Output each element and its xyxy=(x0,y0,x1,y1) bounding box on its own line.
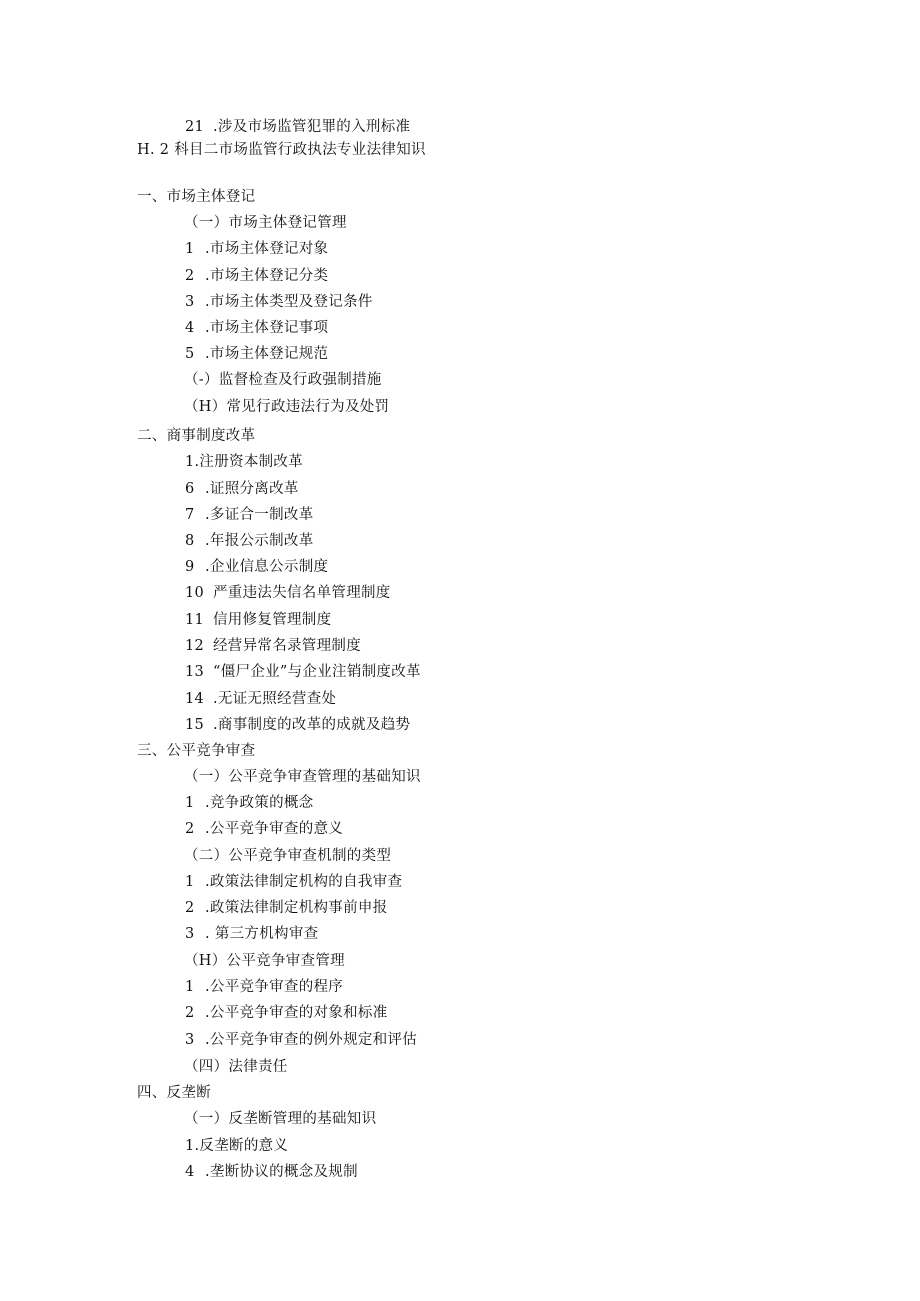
item-text: H. 2 科目二市场监管行政执法专业法律知识 xyxy=(137,142,426,158)
section-heading xyxy=(137,141,426,159)
subsection-heading xyxy=(184,1110,376,1128)
item-text: 严重违法失信名单管理制度 xyxy=(213,585,391,601)
item-text: .市场主体登记对象 xyxy=(205,241,329,257)
item-number: 9 xyxy=(185,559,195,575)
outline-item xyxy=(185,453,303,471)
item-text: 信用修复管理制度 xyxy=(213,612,332,628)
subsection-heading xyxy=(184,398,389,416)
item-number: 14 xyxy=(185,691,205,707)
outline-item xyxy=(185,506,314,524)
item-number: 12 xyxy=(185,638,205,654)
item-number: 3 xyxy=(185,294,195,310)
subsection-heading xyxy=(184,952,345,970)
outline-item xyxy=(185,873,402,891)
outline-item xyxy=(185,319,328,337)
outline-item xyxy=(185,794,314,812)
item-text: 经营异常名录管理制度 xyxy=(213,638,361,654)
item-number: 4 xyxy=(185,320,195,336)
item-text: .多证合一制改革 xyxy=(205,507,314,523)
outline-item xyxy=(185,584,391,602)
outline-item xyxy=(185,1163,358,1181)
outline-item xyxy=(185,925,318,943)
outline-item xyxy=(185,690,336,708)
outline-item xyxy=(185,716,410,734)
item-text: （一）公平竞争审查管理的基础知识 xyxy=(184,769,421,785)
section-heading xyxy=(137,742,255,760)
item-text: （二）公平竞争审查机制的类型 xyxy=(184,848,392,864)
item-number: 10 xyxy=(185,585,205,601)
item-number: 7 xyxy=(185,507,195,523)
item-number: 21 xyxy=(185,119,205,135)
item-text: 二、商事制度改革 xyxy=(137,428,256,444)
section-heading xyxy=(137,1084,211,1102)
item-number: 1 xyxy=(185,979,195,995)
item-text: .公平竞争审查的例外规定和评估 xyxy=(205,1032,418,1048)
item-number: 13 xyxy=(185,664,205,680)
item-number: 6 xyxy=(185,481,195,497)
outline-item xyxy=(185,1031,417,1049)
item-text: .市场主体登记事项 xyxy=(205,320,329,336)
item-text: .市场主体类型及登记条件 xyxy=(205,294,373,310)
item-text: 1.反垄断的意义 xyxy=(185,1138,289,1154)
item-text: . 第三方机构审查 xyxy=(205,926,319,942)
item-text: “僵尸企业”与企业注销制度改革 xyxy=(213,664,421,680)
outline-item xyxy=(185,1004,388,1022)
subsection-heading xyxy=(184,214,347,232)
outline-item xyxy=(185,558,328,576)
outline-item xyxy=(185,899,388,917)
outline-item xyxy=(185,480,299,498)
item-number: 2 xyxy=(185,268,195,284)
outline-item xyxy=(185,611,331,629)
item-number: 11 xyxy=(185,612,205,628)
item-text: .公平竞争审查的程序 xyxy=(205,979,344,995)
item-text: .企业信息公示制度 xyxy=(205,559,329,575)
item-number: 8 xyxy=(185,533,195,549)
outline-item xyxy=(185,267,328,285)
outline-item xyxy=(185,1137,288,1155)
item-text: .竞争政策的概念 xyxy=(205,795,314,811)
section-heading xyxy=(137,188,255,206)
item-number: 2 xyxy=(185,821,195,837)
item-text: .政策法律制定机构事前申报 xyxy=(205,900,388,916)
item-number: 3 xyxy=(185,926,195,942)
item-text: .商事制度的改革的成就及趋势 xyxy=(213,717,411,733)
item-text: （一）反垄断管理的基础知识 xyxy=(184,1111,377,1127)
item-number: 2 xyxy=(185,1005,195,1021)
item-text: （H）常见行政违法行为及处罚 xyxy=(184,399,390,415)
subsection-heading xyxy=(184,847,391,865)
item-text: .年报公示制改革 xyxy=(205,533,314,549)
item-text: .市场主体登记分类 xyxy=(205,268,329,284)
outline-item xyxy=(185,820,343,838)
item-number: 1 xyxy=(185,241,195,257)
item-number: 3 xyxy=(185,1032,195,1048)
item-text: .垄断协议的概念及规制 xyxy=(205,1164,358,1180)
subsection-heading xyxy=(184,371,382,389)
item-text: 1.注册资本制改革 xyxy=(185,454,304,470)
item-text: .市场主体登记规范 xyxy=(205,346,329,362)
item-text: （-）监督检查及行政强制措施 xyxy=(184,372,382,388)
outline-item xyxy=(185,532,314,550)
outline-item xyxy=(185,293,373,311)
item-number: 15 xyxy=(185,717,205,733)
item-text: .涉及市场监管犯罪的入刑标准 xyxy=(213,119,411,135)
item-text: .公平竞争审查的意义 xyxy=(205,821,344,837)
item-number: 1 xyxy=(185,874,195,890)
outline-item xyxy=(185,345,328,363)
item-number: 2 xyxy=(185,900,195,916)
item-text: .公平竞争审查的对象和标准 xyxy=(205,1005,388,1021)
item-number: 1 xyxy=(185,795,195,811)
outline-item xyxy=(185,118,410,136)
item-text: （一）市场主体登记管理 xyxy=(184,215,347,231)
item-text: 一、市场主体登记 xyxy=(137,189,256,205)
outline-item xyxy=(185,240,328,258)
item-number: 5 xyxy=(185,346,195,362)
subsection-heading xyxy=(184,1058,288,1076)
item-number: 4 xyxy=(185,1164,195,1180)
outline-item xyxy=(185,663,421,681)
item-text: （H）公平竞争审查管理 xyxy=(184,953,345,969)
subsection-heading xyxy=(184,768,421,786)
item-text: .无证无照经营查处 xyxy=(213,691,337,707)
item-text: .政策法律制定机构的自我审查 xyxy=(205,874,403,890)
item-text: 三、公平竞争审查 xyxy=(137,743,256,759)
item-text: 四、反垄断 xyxy=(137,1085,211,1101)
outline-item xyxy=(185,637,361,655)
outline-item xyxy=(185,978,343,996)
item-text: （四）法律责任 xyxy=(184,1059,288,1075)
item-text: .证照分离改革 xyxy=(205,481,299,497)
section-heading xyxy=(137,427,255,445)
